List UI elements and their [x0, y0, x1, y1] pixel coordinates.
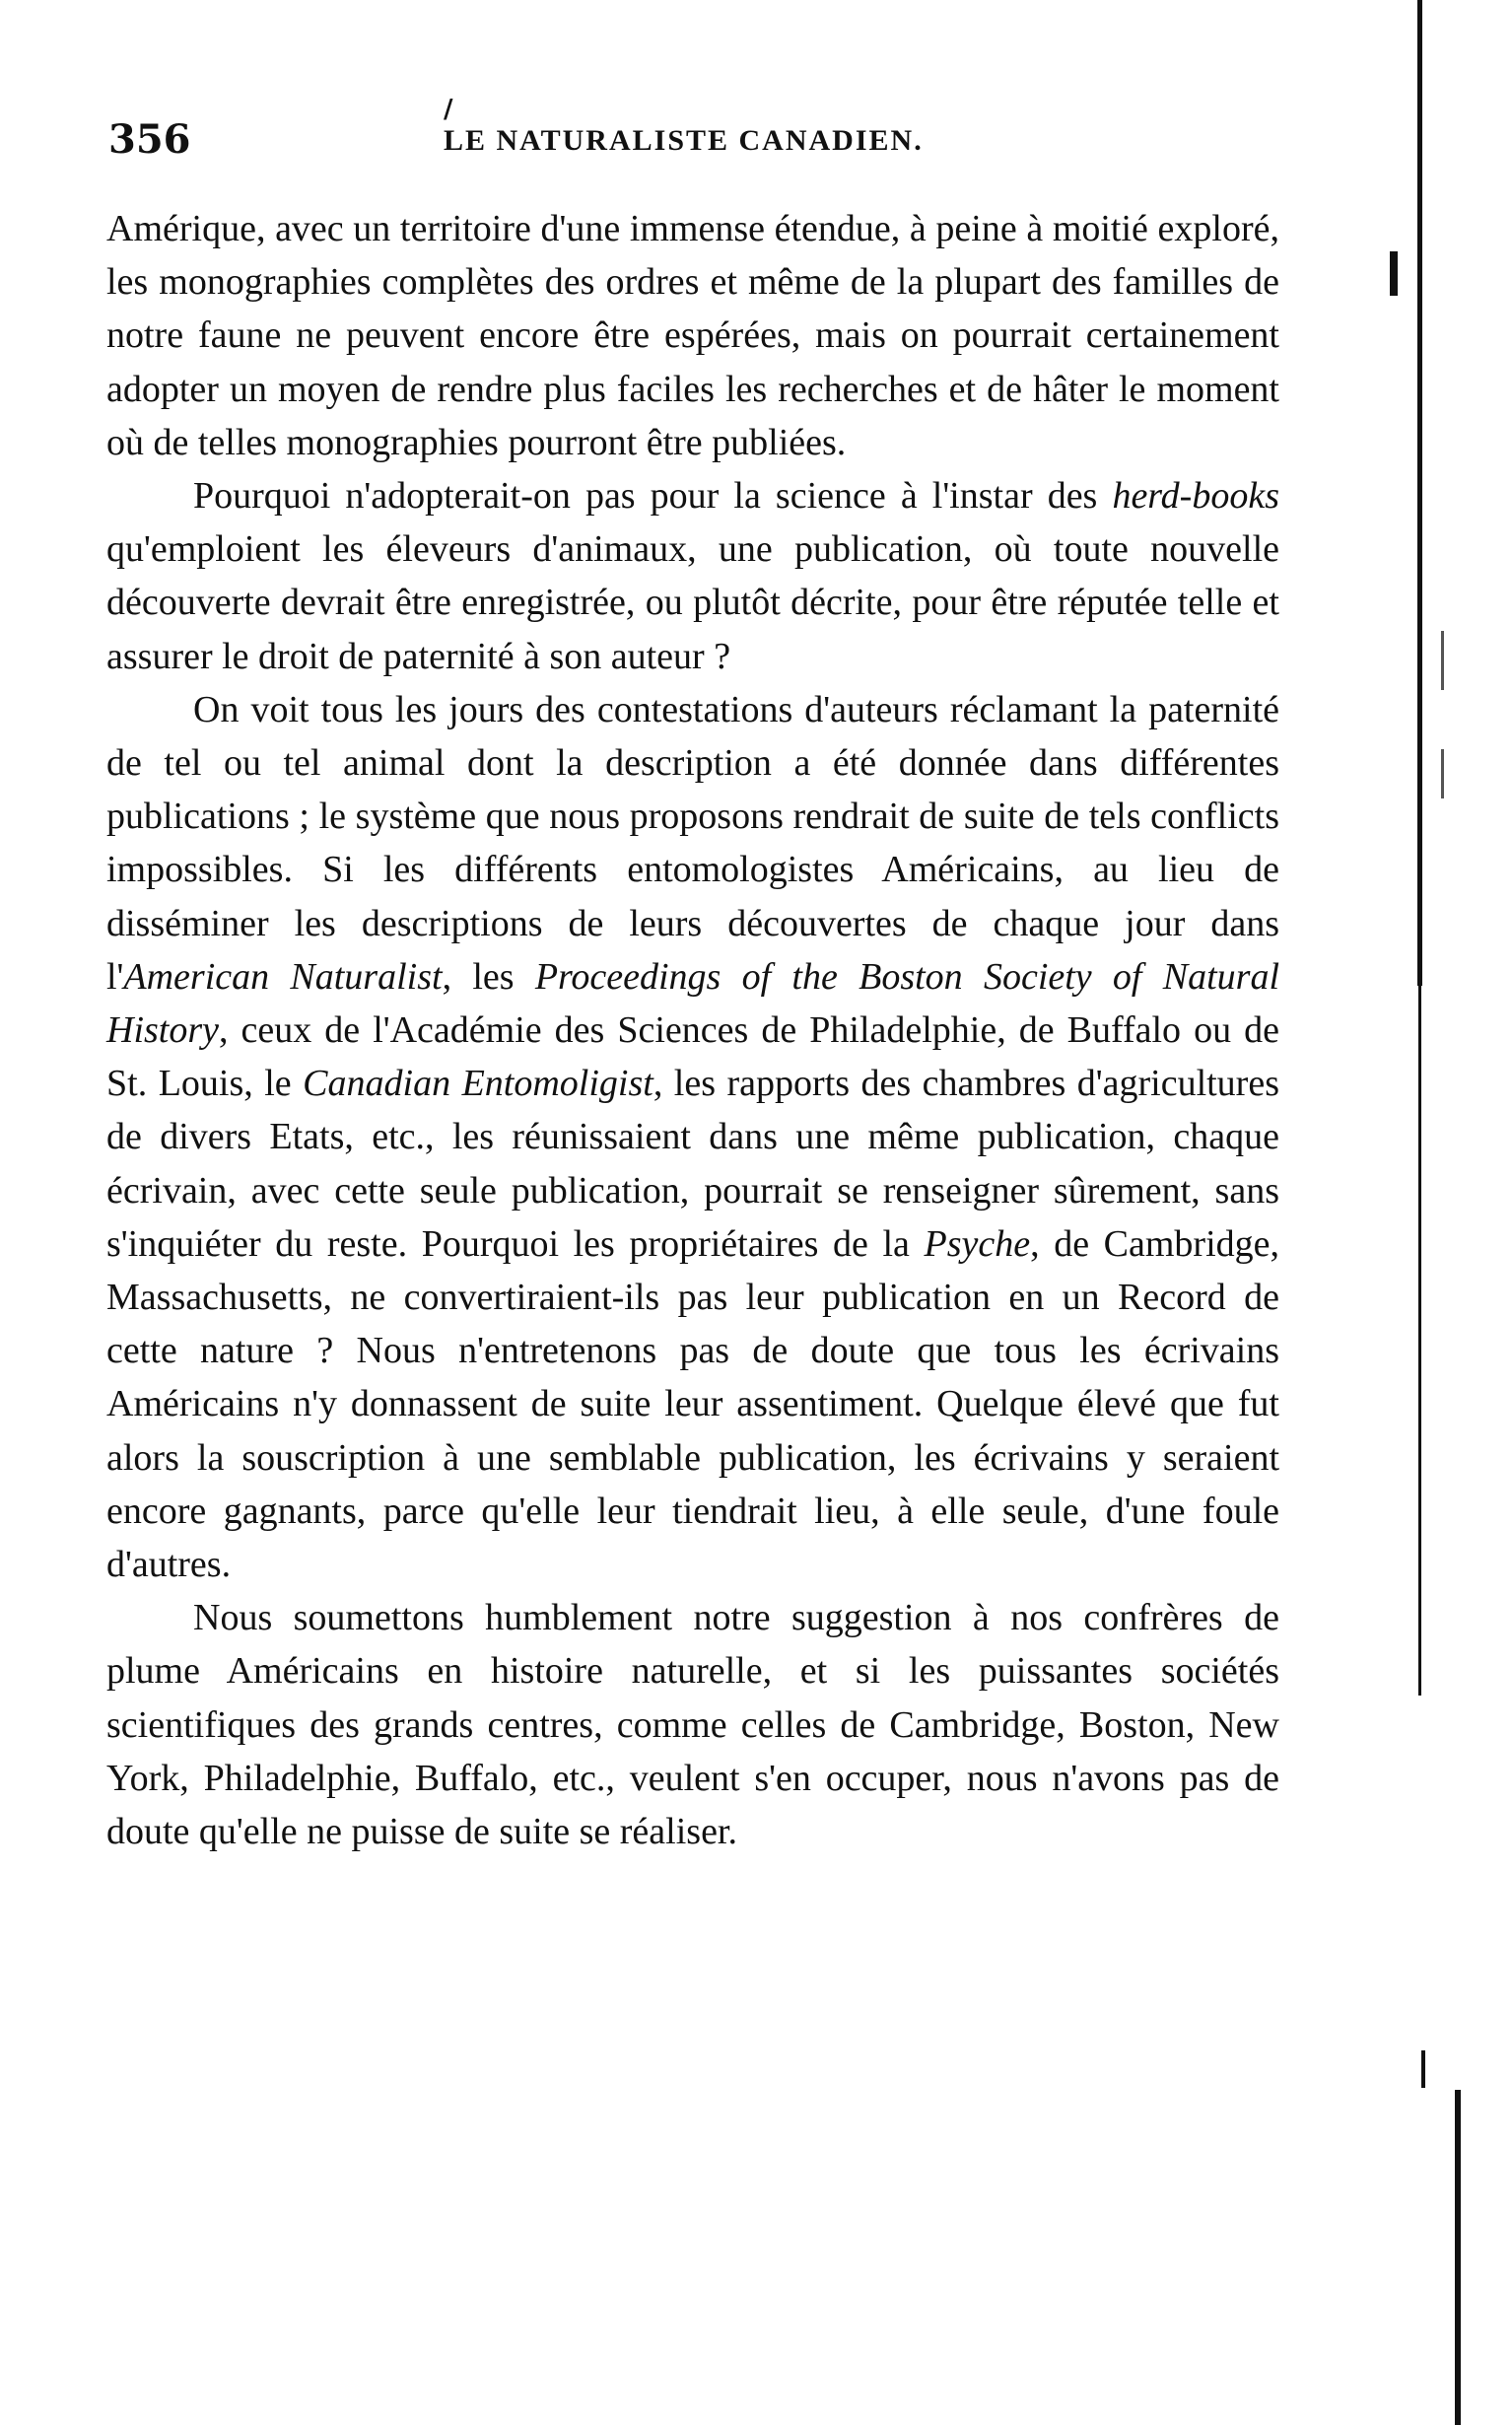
italic-title: herd-books [1112, 475, 1279, 518]
text-run: , les [442, 955, 535, 998]
italic-title: Proceedings of the Boston Society of Natural History [106, 955, 1279, 1052]
header-mark: / [444, 95, 453, 124]
italic-title: American Naturalist [123, 955, 443, 998]
page-header [108, 95, 1340, 175]
text-run: , de Cambridge, Massachusetts, ne convertiraient-ils pas leur publication en un Record de cette nature ? Nous n'entretenons pas de doute que tous les écrivains Américains n'y donnassent de suite leur assentiment. Quelque élevé que fut alors la souscription à une semblable publication, les écrivains y seraient encore gagnants, parce qu'elle leur tiendrait lieu, à elle seule, d'une foule d'autres. [106, 1222, 1279, 1586]
binding-edge-line-bottom [1455, 2090, 1461, 2425]
page-number: 356 [108, 116, 191, 163]
italic-title: Psyche [924, 1222, 1031, 1265]
edge-speck [1441, 749, 1444, 798]
edge-mark [1390, 251, 1398, 296]
text-run: , les rapports des chambres d'agricultures de divers Etats, etc., les réunissaient dans une même publication, chaque écrivain, avec cette seule publication, pourrait se renseigner sûrement, sans s'inquiéter du reste. Pourquoi les propriétaires de la [106, 1063, 1279, 1265]
text-run: qu'emploient les éleveurs d'animaux, une publication, où toute nouvelle découverte devrait être enregistrée, ou plutôt décrite, pour être réputée telle et assurer le droit de paternité à son auteur ? [106, 528, 1279, 677]
text-run: Nous soumettons humblement notre suggestion à nos confrères de plume Américains en histoire naturelle, et si les puissantes sociétés scientifiques des grands centres, comme celles de Cambridge, Boston, New York, Philadelphie, Buffalo, etc., veulent s'en occuper, nous n'avons pas de doute qu'elle ne puisse de suite se réaliser. [106, 1597, 1279, 1853]
paragraph-1 [106, 202, 1279, 469]
text-run: Amérique, avec un territoire d'une immense étendue, à peine à moitié exploré, les monographies complètes des ordres et même de la plupart des familles de notre faune ne peuvent encore être espérées, mais on pourrait certainement adopter un moyen de rendre plus faciles les recherches et de hâter le moment où de telles monographies pourront être publiées. [106, 208, 1279, 463]
paragraph-3 [106, 683, 1279, 1591]
text-run: On voit tous les jours des contestations d'auteurs réclamant la paternité de tel ou tel animal dont la description a été donnée dans différentes publications ; le système que nous proposons rendrait de suite de tels conflicts impossibles. Si les différents entomologistes Américains, au lieu de disséminer les descriptions de leurs découvertes de chaque jour dans l' [106, 688, 1279, 998]
paragraph-4 [106, 1591, 1279, 1858]
edge-mark [1421, 2050, 1425, 2088]
binding-edge-line [1417, 0, 1422, 986]
body-text [106, 202, 1279, 1858]
text-run: , ceux de l'Académie des Sciences de Philadelphie, de Buffalo ou de St. Louis, le [106, 1009, 1279, 1105]
paragraph-2 [106, 469, 1279, 683]
edge-speck [1441, 631, 1444, 690]
running-title: LE NATURALISTE CANADIEN. [444, 124, 924, 157]
binding-edge-line-lower [1418, 986, 1421, 1696]
italic-title: Canadian Entomoligist [303, 1063, 653, 1105]
text-run: Pourquoi n'adopterait-on pas pour la science à l'instar des [193, 475, 1113, 518]
